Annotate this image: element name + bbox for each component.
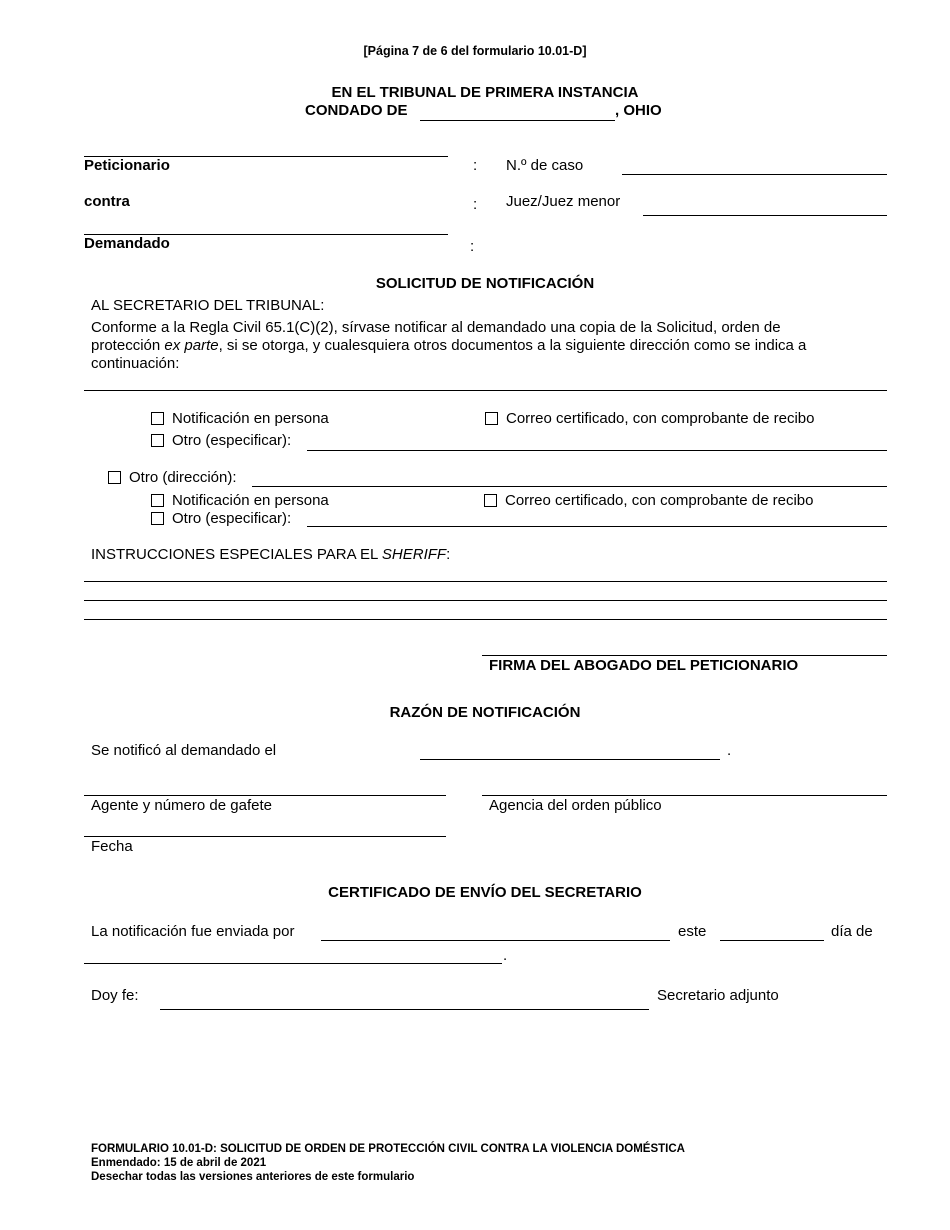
respondent-label: Demandado — [84, 235, 170, 252]
sent-by-line[interactable] — [321, 940, 670, 941]
to-clerk-label: AL SECRETARIO DEL TRIBUNAL: — [91, 297, 325, 314]
request-body-line2: protección ex parte, si se otorga, y cualesquiera otros documentos a la siguiente dirección como se indica a — [91, 337, 807, 354]
judge-label: Juez/Juez menor — [506, 193, 621, 210]
other-specify-label-1: Otro (especificar): — [172, 432, 292, 449]
return-of-service-title: RAZÓN DE NOTIFICACIÓN — [389, 704, 581, 721]
versus-label: contra — [84, 193, 130, 210]
attest-label: Doy fe: — [91, 987, 139, 1004]
personal-service-checkbox-2[interactable] — [151, 494, 164, 507]
personal-service-label-1: Notificación en persona — [172, 410, 329, 427]
served-on-label: Se notificó al demandado el — [91, 742, 277, 759]
this-label: este — [678, 923, 707, 940]
month-year-line[interactable] — [84, 963, 502, 964]
request-title: SOLICITUD DE NOTIFICACIÓN — [375, 275, 595, 292]
personal-service-label-2: Notificación en persona — [172, 492, 329, 509]
clerk-certificate-title: CERTIFICADO DE ENVÍO DEL SECRETARIO — [328, 884, 642, 901]
certified-mail-checkbox-1[interactable] — [485, 412, 498, 425]
address-line-1[interactable] — [84, 390, 887, 391]
attorney-signature-line[interactable] — [482, 655, 887, 656]
case-number-line[interactable] — [622, 174, 887, 175]
sheriff-instructions-line-3[interactable] — [84, 619, 887, 620]
other-specify-checkbox-1[interactable] — [151, 434, 164, 447]
attorney-signature-label: FIRMA DEL ABOGADO DEL PETICIONARIO — [489, 657, 799, 674]
certified-mail-label-2: Correo certificado, con comprobante de recibo — [505, 492, 814, 509]
caption-colon-1: : — [473, 157, 478, 174]
footer-discard: Desechar todas las versiones anteriores de este formulario — [91, 1171, 415, 1183]
day-of-label: día de — [831, 923, 873, 940]
sent-by-label: La notificación fue enviada por — [91, 923, 295, 940]
footer-amended: Enmendado: 15 de abril de 2021 — [91, 1157, 267, 1169]
petitioner-label: Peticionario — [84, 157, 170, 174]
clerk-signature-line[interactable] — [160, 1009, 649, 1010]
page-label: [Página 7 de 6 del formulario 10.01-D] — [363, 44, 587, 58]
agency-label: Agencia del orden público — [489, 797, 662, 814]
officer-badge-label: Agente y número de gafete — [91, 797, 272, 814]
month-year-period: . — [503, 947, 508, 964]
footer-form-title: FORMULARIO 10.01-D: SOLICITUD DE ORDEN DE PROTECCIÓN CIVIL CONTRA LA VIOLENCIA DOMÉSTICA — [91, 1143, 685, 1155]
county-suffix: , OHIO — [615, 102, 662, 119]
other-specify-line-2[interactable] — [307, 526, 887, 527]
court-title: EN EL TRIBUNAL DE PRIMERA INSTANCIA — [331, 84, 639, 101]
officer-badge-line[interactable] — [84, 795, 446, 796]
served-period: . — [727, 742, 732, 759]
service-date-line[interactable] — [84, 836, 446, 837]
other-specify-line-1[interactable] — [307, 450, 887, 451]
sheriff-instructions-label: INSTRUCCIONES ESPECIALES PARA EL SHERIFF: — [91, 546, 451, 563]
request-body-line1: Conforme a la Regla Civil 65.1(C)(2), sírvase notificar al demandado una copia de la Solicitud, orden de — [91, 319, 781, 336]
sheriff-instructions-line-1[interactable] — [84, 581, 887, 582]
county-input-line[interactable] — [420, 120, 615, 121]
agency-line[interactable] — [482, 795, 887, 796]
caption-colon-2: : — [473, 196, 478, 213]
other-address-line[interactable] — [252, 486, 887, 487]
sheriff-instructions-line-2[interactable] — [84, 600, 887, 601]
county-prefix: CONDADO DE — [305, 102, 408, 119]
other-specify-checkbox-2[interactable] — [151, 512, 164, 525]
request-body-line3: continuación: — [91, 355, 180, 372]
other-specify-label-2: Otro (especificar): — [172, 510, 292, 527]
day-line[interactable] — [720, 940, 824, 941]
certified-mail-label-1: Correo certificado, con comprobante de recibo — [506, 410, 815, 427]
service-date-label: Fecha — [91, 838, 133, 855]
other-address-label: Otro (dirección): — [129, 469, 237, 486]
judge-line[interactable] — [643, 215, 887, 216]
other-address-checkbox[interactable] — [108, 471, 121, 484]
certified-mail-checkbox-2[interactable] — [484, 494, 497, 507]
deputy-clerk-label: Secretario adjunto — [657, 987, 779, 1004]
served-date-line[interactable] — [420, 759, 720, 760]
case-number-label: N.º de caso — [506, 157, 584, 174]
caption-colon-3: : — [470, 238, 475, 255]
personal-service-checkbox-1[interactable] — [151, 412, 164, 425]
